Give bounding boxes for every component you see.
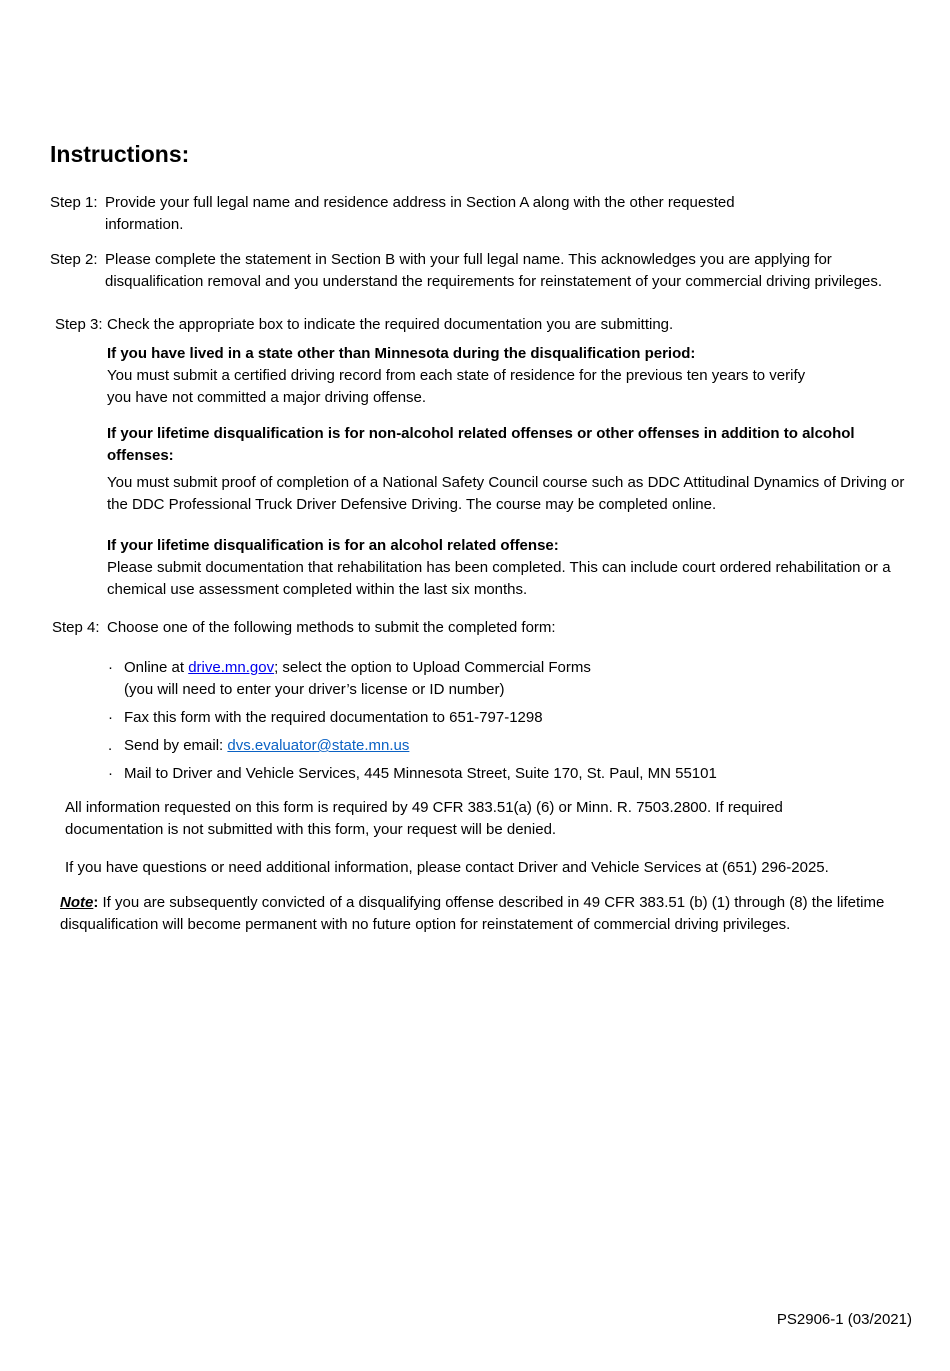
- method-email-text: [124, 735, 409, 757]
- step-3-subsection-alcohol: [107, 535, 916, 601]
- dvs-evaluator-email-link[interactable]: dvs.evaluator@state.mn.us: [227, 737, 410, 754]
- step-2-label: Step 2:: [50, 251, 98, 268]
- subsection-heading: If your lifetime disqualification is for non-alcohol related offenses or other offenses in addition to alcohol offenses:: [107, 425, 855, 464]
- bullet-icon: ·: [108, 709, 113, 726]
- step-1: [50, 192, 916, 236]
- step-3-subsection-out-of-state: [107, 343, 916, 409]
- subsection-body: Please submit documentation that rehabilitation has been completed. This can include court ordered rehabilitation or a chemical use assessment completed within the last six months.: [107, 559, 891, 598]
- submit-methods-list: [108, 657, 908, 785]
- required-info-notice: All information requested on this form is required by 49 CFR 383.51(a) (6) or Minn. R. 7503.2800. If required documentation is not submitted with this form, your request will be denied.: [65, 799, 783, 838]
- list-item-online: [108, 657, 908, 701]
- subsection-heading: If your lifetime disqualification is for an alcohol related offense:: [107, 537, 559, 554]
- bullet-icon: ·: [108, 659, 113, 676]
- step-1-label: Step 1:: [50, 194, 98, 211]
- form-number: PS2906-1 (03/2021): [776, 1311, 912, 1328]
- step-1-text: Provide your full legal name and residence address in Section A along with the other requested information.: [105, 194, 735, 233]
- step-2: [50, 249, 916, 293]
- step-3-text: Check the appropriate box to indicate the required documentation you are submitting.: [107, 316, 674, 333]
- questions-notice: If you have questions or need additional information, please contact Driver and Vehicle Services at (651) 296-2025.: [65, 859, 829, 876]
- method-online-pre: Online at: [124, 659, 189, 676]
- method-online-note: (you will need to enter your driver’s license or ID number): [124, 681, 505, 698]
- method-fax-text: Fax this form with the required documentation to 651-797-1298: [124, 709, 543, 726]
- page-title: Instructions:: [50, 141, 190, 167]
- note-label: Note: [60, 894, 94, 911]
- step-3: [55, 314, 916, 336]
- list-item-fax: [108, 707, 908, 729]
- method-online-post: ; select the option to Upload Commercial Forms: [274, 659, 591, 676]
- subsection-body: You must submit proof of completion of a National Safety Council course such as DDC Attitudinal Dynamics of Driving or the DDC Professional Truck Driver Defensive Driving. The course may be completed online.: [107, 474, 905, 513]
- bullet-icon: ·: [108, 765, 113, 782]
- step-4: [52, 617, 916, 639]
- list-item-email: [108, 735, 908, 757]
- note-colon: :: [93, 894, 99, 911]
- instructions-page: [0, 141, 950, 1371]
- step-4-text: Choose one of the following methods to submit the completed form:: [107, 619, 556, 636]
- subsection-heading: If you have lived in a state other than Minnesota during the disqualification period:: [107, 345, 696, 362]
- step-4-label: Step 4:: [52, 619, 100, 636]
- note-text: If you are subsequently convicted of a disqualifying offense described in 49 CFR 383.51 (b) (1) through (8) the lifetime disqualification will become permanent with no future option for reinstatement of commercial driving privileges.: [60, 894, 885, 933]
- method-email-pre: Send by email:: [124, 737, 228, 754]
- note-paragraph: [60, 892, 912, 936]
- subsection-body: You must submit a certified driving record from each state of residence for the previous ten years to verify you have not committed a major driving offense.: [107, 367, 806, 406]
- list-item-mail: [108, 763, 908, 785]
- method-mail-text: Mail to Driver and Vehicle Services, 445 Minnesota Street, Suite 170, St. Paul, MN 55101: [124, 765, 717, 782]
- step-3-subsection-non-alcohol: [107, 423, 916, 516]
- bullet-icon: .: [108, 737, 113, 754]
- step-2-text: Please complete the statement in Section B with your full legal name. This acknowledges you are applying for disqualification removal and you understand the requirements for reinstatement of your commercial driving privileges.: [105, 251, 883, 290]
- method-online-text: [124, 657, 591, 701]
- drive-mn-gov-link[interactable]: drive.mn.gov: [188, 659, 275, 676]
- step-3-label: Step 3:: [55, 316, 103, 333]
